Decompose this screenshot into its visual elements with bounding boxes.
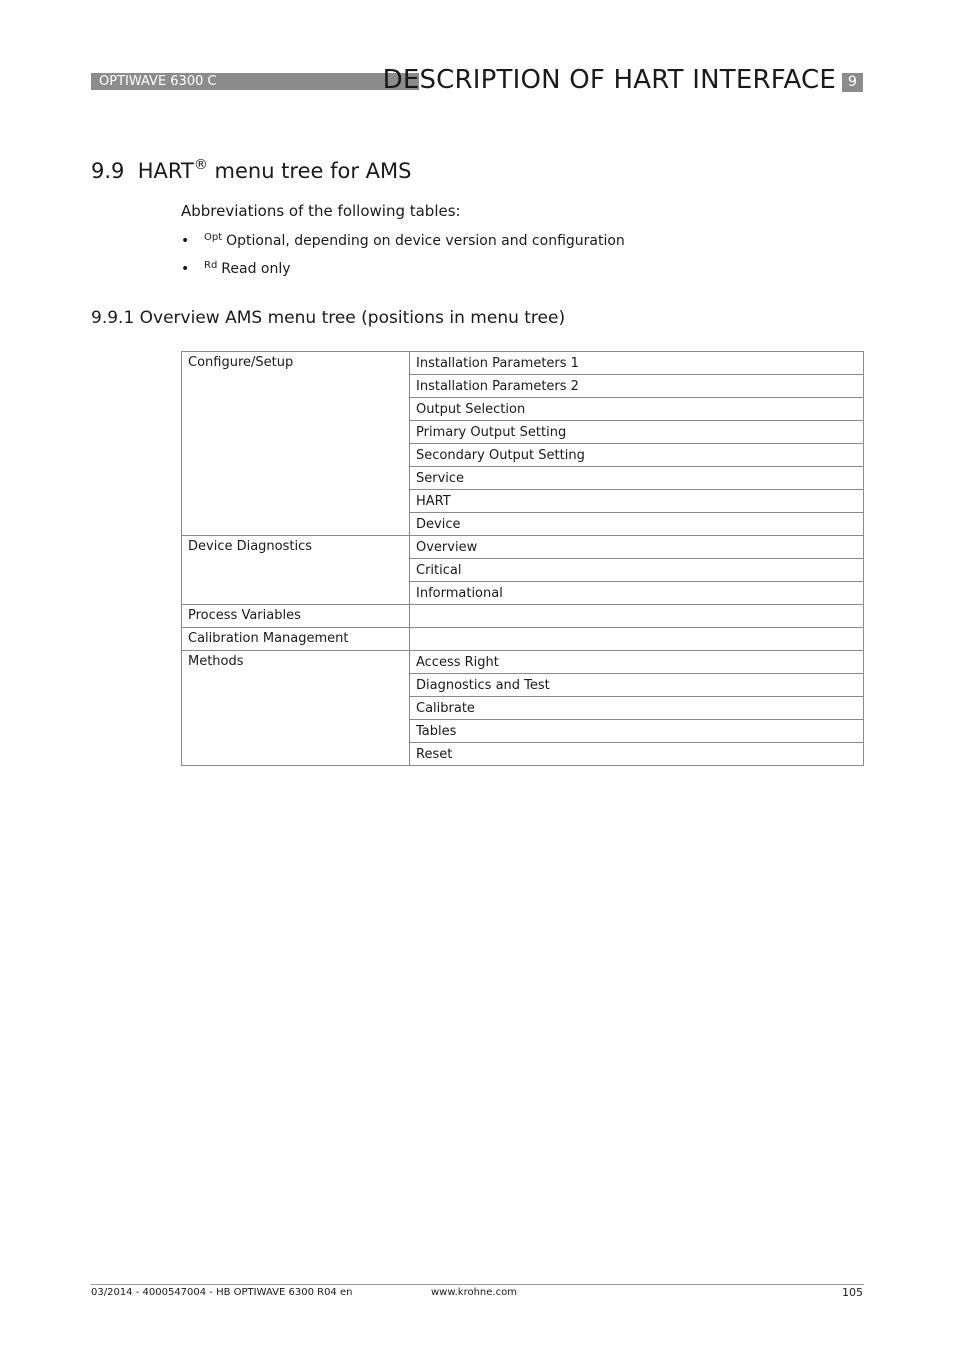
menu-item-cell: Secondary Output Setting bbox=[410, 444, 864, 467]
menu-item-cell: Access Right bbox=[410, 651, 864, 674]
menu-item-cell: Critical bbox=[410, 559, 864, 582]
section-title-pre: HART bbox=[137, 159, 194, 183]
bullet-icon: • bbox=[181, 261, 190, 277]
header-product: OPTIWAVE 6300 C bbox=[99, 74, 217, 89]
abbreviations-heading: Abbreviations of the following tables: bbox=[181, 202, 461, 220]
menu-item-cell: HART bbox=[410, 490, 864, 513]
menu-group-cell: Device Diagnostics bbox=[182, 536, 410, 605]
abbreviation-code: Rd bbox=[204, 260, 218, 271]
menu-item-cell: Overview bbox=[410, 536, 864, 559]
menu-group-cell: Methods bbox=[182, 651, 410, 766]
list-item bbox=[181, 231, 625, 259]
abbreviation-code: Opt bbox=[204, 232, 223, 243]
abbreviation-text: Optional, depending on device version and configuration bbox=[226, 233, 625, 249]
menu-item-cell: Device bbox=[410, 513, 864, 536]
table-row bbox=[182, 605, 864, 628]
ams-menu-tree-table bbox=[181, 351, 864, 766]
menu-group-cell: Configure/Setup bbox=[182, 352, 410, 536]
section-number: 9.9 bbox=[91, 159, 125, 183]
menu-item-cell: Calibrate bbox=[410, 697, 864, 720]
table-row bbox=[182, 536, 864, 559]
menu-item-cell: Installation Parameters 2 bbox=[410, 375, 864, 398]
header-title: DESCRIPTION OF HART INTERFACE bbox=[382, 65, 836, 95]
table-row bbox=[182, 352, 864, 375]
section-title bbox=[91, 156, 411, 186]
table-row bbox=[182, 628, 864, 651]
menu-group-cell: Calibration Management bbox=[182, 628, 410, 651]
abbreviations-list bbox=[181, 231, 625, 287]
menu-item-cell: Output Selection bbox=[410, 398, 864, 421]
table-row bbox=[182, 651, 864, 674]
bullet-icon: • bbox=[181, 233, 190, 249]
page-number: 105 bbox=[842, 1286, 863, 1299]
menu-item-cell bbox=[410, 628, 864, 651]
menu-item-cell: Informational bbox=[410, 582, 864, 605]
menu-item-cell: Diagnostics and Test bbox=[410, 674, 864, 697]
chapter-badge: 9 bbox=[842, 73, 863, 92]
menu-item-cell: Primary Output Setting bbox=[410, 421, 864, 444]
section-title-post: menu tree for AMS bbox=[207, 159, 412, 183]
menu-item-cell: Installation Parameters 1 bbox=[410, 352, 864, 375]
menu-item-cell: Reset bbox=[410, 743, 864, 766]
menu-item-cell bbox=[410, 605, 864, 628]
header-product-bar bbox=[91, 73, 419, 90]
footer-website: www.krohne.com bbox=[431, 1287, 517, 1298]
subsection-title: 9.9.1 Overview AMS menu tree (positions in menu tree) bbox=[91, 308, 566, 328]
menu-group-cell: Process Variables bbox=[182, 605, 410, 628]
abbreviation-text: Read only bbox=[221, 261, 291, 277]
list-item bbox=[181, 259, 625, 287]
footer-divider bbox=[91, 1284, 864, 1285]
menu-item-cell: Tables bbox=[410, 720, 864, 743]
menu-item-cell: Service bbox=[410, 467, 864, 490]
footer-doc-info: 03/2014 - 4000547004 - HB OPTIWAVE 6300 R04 en bbox=[91, 1287, 353, 1298]
registered-mark: ® bbox=[193, 157, 208, 173]
